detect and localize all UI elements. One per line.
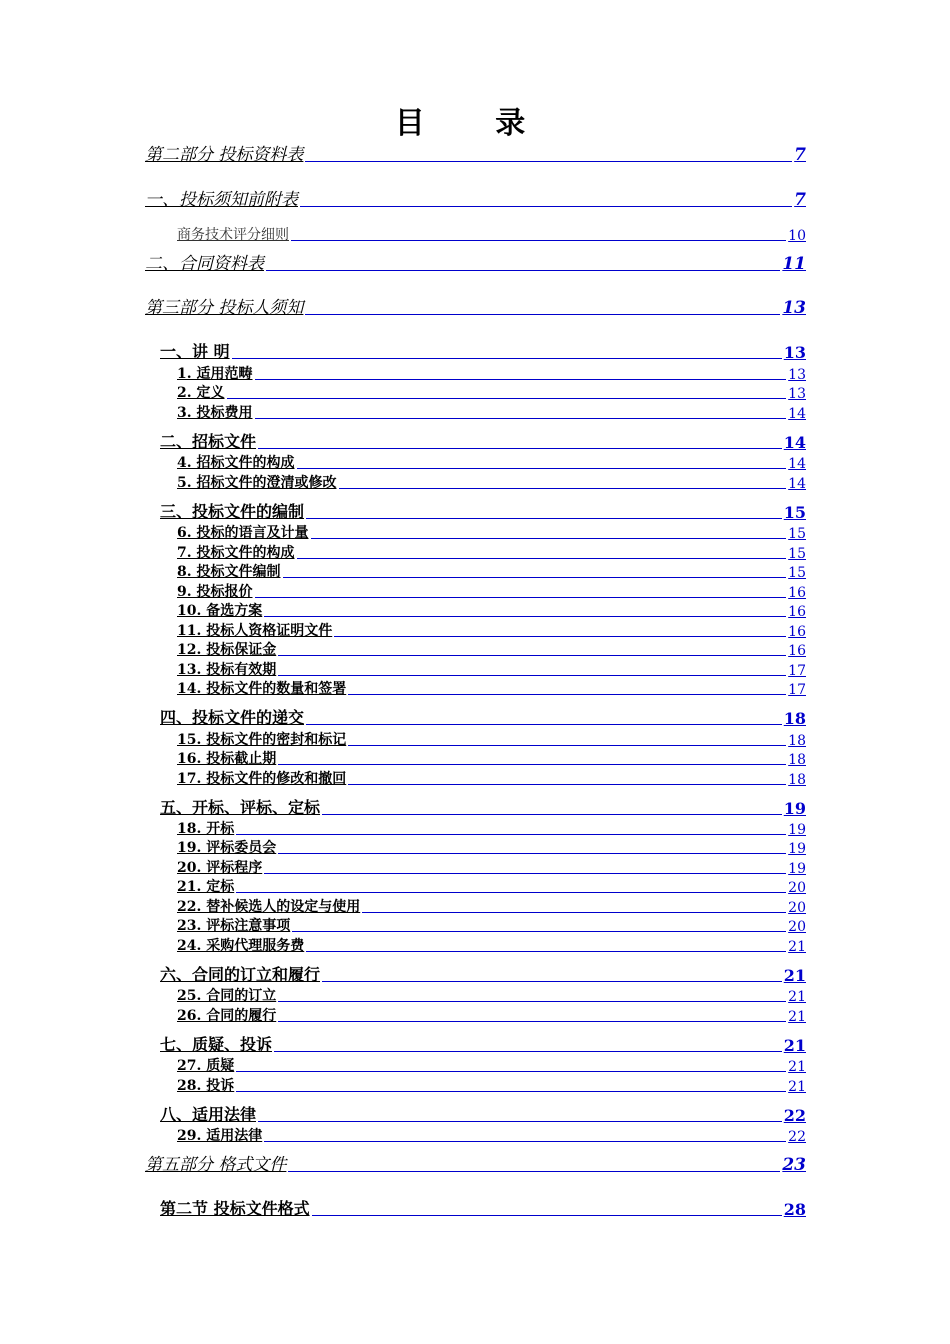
toc-leader-line [305, 314, 780, 315]
toc-entry[interactable] [160, 340, 806, 362]
toc-entry-page-link[interactable]: 18 [788, 772, 806, 788]
toc-entry[interactable] [160, 1197, 806, 1219]
toc-entry-label: 27. 质疑 [177, 1058, 235, 1074]
toc-entry[interactable] [177, 559, 806, 581]
toc-entry-page-link[interactable]: 22 [788, 1129, 806, 1145]
toc-entry-page-link[interactable]: 7 [794, 145, 806, 165]
toc-entry-page-link[interactable]: 13 [788, 386, 806, 402]
toc-entry-label: 16. 投标截止期 [177, 751, 277, 767]
toc-leader-line [278, 764, 786, 765]
toc-entry-label: 六、合同的订立和履行 [160, 965, 321, 984]
toc-leader-line [278, 655, 786, 656]
toc-leader-line [278, 853, 786, 854]
toc-entry[interactable] [160, 706, 806, 728]
toc-entry-label: 13. 投标有效期 [177, 662, 277, 678]
toc-entry-page-link[interactable]: 21 [788, 989, 806, 1005]
toc-entry[interactable] [177, 766, 806, 788]
toc-leader-line [305, 161, 792, 162]
toc-entry-label: 2. 定义 [177, 385, 225, 401]
toc-entry-page-link[interactable]: 20 [788, 880, 806, 896]
toc-entry-page-link[interactable]: 13 [782, 298, 806, 318]
toc-leader-line [264, 1141, 786, 1142]
toc-entry[interactable] [177, 1053, 806, 1075]
toc-entry-label: 二、合同资料表 [145, 254, 264, 274]
toc-entry-label: 10. 备选方案 [177, 603, 263, 619]
toc-entry-label: 20. 评标程序 [177, 860, 263, 876]
toc-leader-line [236, 1091, 786, 1092]
toc-leader-line [348, 694, 786, 695]
toc-entry-label: 21. 定标 [177, 879, 235, 895]
toc-entry-page-link[interactable]: 22 [783, 1106, 806, 1125]
toc-entry-label: 29. 适用法律 [177, 1128, 263, 1144]
toc-entry-page-link[interactable]: 20 [788, 919, 806, 935]
toc-leader-line [322, 981, 782, 982]
toc-entry[interactable] [177, 222, 806, 244]
toc-entry-label: 一、投标须知前附表 [145, 190, 298, 210]
toc-leader-line [306, 951, 786, 952]
toc-entry[interactable] [177, 746, 806, 768]
toc-entry[interactable] [177, 874, 806, 896]
toc-entry-label: 四、投标文件的递交 [160, 708, 305, 727]
toc-leader-line [255, 418, 787, 419]
toc-leader-line [322, 814, 782, 815]
toc-leader-line [297, 468, 787, 469]
toc-entry-label: 七、质疑、投诉 [160, 1035, 273, 1054]
toc-entry[interactable] [177, 676, 806, 698]
toc-entry-page-link[interactable]: 21 [788, 939, 806, 955]
toc-entry[interactable] [160, 500, 806, 522]
toc-entry[interactable] [177, 470, 806, 492]
toc-entry-label: 9. 投标报价 [177, 584, 253, 600]
toc-entry-label: 3. 投标费用 [177, 405, 253, 421]
toc-entry[interactable] [177, 835, 806, 857]
toc-entry-label: 五、开标、评标、定标 [160, 798, 321, 817]
toc-entry[interactable] [145, 1153, 806, 1175]
toc-entry-page-link[interactable]: 17 [788, 663, 806, 679]
toc-leader-line [227, 398, 787, 399]
toc-entry-label: 第五部分 格式文件 [145, 1155, 287, 1175]
toc-leader-line [236, 1071, 786, 1072]
toc-entry-label: 11. 投标人资格证明文件 [177, 623, 333, 639]
toc-entry[interactable] [177, 1003, 806, 1025]
toc-entry[interactable] [160, 1033, 806, 1055]
toc-entry-page-link[interactable]: 18 [788, 752, 806, 768]
toc-entry-page-link[interactable]: 21 [788, 1079, 806, 1095]
toc-entry-page-link[interactable]: 19 [788, 861, 806, 877]
toc-entry-label: 第二节 投标文件格式 [160, 1199, 310, 1218]
toc-entry-label: 28. 投诉 [177, 1078, 235, 1094]
toc-entry[interactable] [160, 796, 806, 818]
toc-entry-label: 八、适用法律 [160, 1105, 257, 1124]
toc-entry[interactable] [160, 430, 806, 452]
toc-entry[interactable] [160, 963, 806, 985]
toc-entry-label: 三、投标文件的编制 [160, 502, 305, 521]
toc-leader-line [339, 488, 787, 489]
toc-leader-line [258, 1121, 782, 1122]
toc-entry-page-link[interactable]: 15 [783, 503, 806, 522]
toc-entry[interactable] [177, 450, 806, 472]
toc-entry-page-link[interactable]: 7 [794, 190, 806, 210]
toc-leader-line [292, 931, 786, 932]
toc-entry-page-link[interactable]: 15 [788, 526, 806, 542]
toc-leader-line [311, 538, 787, 539]
toc-entry-page-link[interactable]: 15 [788, 565, 806, 581]
toc-entry-page-link[interactable]: 16 [788, 604, 806, 620]
toc-leader-line [300, 206, 792, 207]
toc-entry-label: 19. 评标委员会 [177, 840, 277, 856]
toc-entry[interactable] [177, 933, 806, 955]
toc-entry[interactable] [145, 252, 806, 274]
toc-leader-line [306, 724, 782, 725]
toc-entry-label: 商务技术评分细则 [177, 227, 289, 243]
toc-entry[interactable] [177, 983, 806, 1005]
toc-entry-label: 25. 合同的订立 [177, 988, 277, 1004]
toc-entry-page-link[interactable]: 16 [788, 643, 806, 659]
toc-entry-label: 1. 适用范畴 [177, 366, 253, 382]
toc-entry-page-link[interactable]: 16 [788, 624, 806, 640]
toc-entry-page-link[interactable]: 17 [788, 682, 806, 698]
toc-entry-label: 23. 评标注意事项 [177, 918, 291, 934]
toc-entry-label: 24. 采购代理服务费 [177, 938, 305, 954]
toc-entry-label: 5. 招标文件的澄清或修改 [177, 475, 337, 491]
toc-entry-page-link[interactable]: 19 [783, 799, 806, 818]
toc-entry-page-link[interactable]: 18 [783, 709, 806, 728]
toc-entry-label: 4. 招标文件的构成 [177, 455, 295, 471]
toc-entry-page-link[interactable]: 16 [788, 585, 806, 601]
toc-leader-line [266, 270, 780, 271]
toc-leader-line [232, 358, 782, 359]
toc-entry-page-link[interactable]: 14 [783, 433, 806, 452]
toc-leader-line [291, 240, 786, 241]
toc-entry[interactable] [177, 1073, 806, 1095]
toc-entry[interactable] [177, 598, 806, 620]
toc-leader-line [264, 616, 786, 617]
toc-leader-line [348, 784, 786, 785]
toc-entry-label: 17. 投标文件的修改和撤回 [177, 771, 347, 787]
toc-leader-line [278, 1021, 786, 1022]
toc-entry-label: 第三部分 投标人须知 [145, 298, 304, 318]
toc-entry-label: 一、讲 明 [160, 342, 230, 361]
toc-entry-page-link[interactable]: 21 [783, 1036, 806, 1055]
toc-entry[interactable] [160, 1103, 806, 1125]
toc-leader-line [283, 577, 787, 578]
toc-entry-page-link[interactable]: 13 [788, 367, 806, 383]
toc-entry-page-link[interactable]: 19 [788, 822, 806, 838]
toc-leader-line [274, 1051, 782, 1052]
toc-entry-page-link[interactable]: 14 [788, 476, 806, 492]
toc-entry-page-link[interactable]: 14 [788, 406, 806, 422]
toc-entry-page-link[interactable]: 11 [782, 254, 806, 274]
toc-entry-page-link[interactable]: 13 [783, 343, 806, 362]
toc-entry-page-link[interactable]: 19 [788, 841, 806, 857]
toc-leader-line [306, 518, 782, 519]
toc-entry[interactable] [177, 637, 806, 659]
toc-leader-line [312, 1215, 782, 1216]
toc-entry-page-link[interactable]: 21 [788, 1009, 806, 1025]
toc-entry[interactable] [177, 520, 806, 542]
toc-entry-label: 15. 投标文件的密封和标记 [177, 732, 347, 748]
toc-entry[interactable] [177, 913, 806, 935]
toc-entry-label: 6. 投标的语言及计量 [177, 525, 309, 541]
toc-leader-line [236, 892, 786, 893]
toc-entry-page-link[interactable]: 21 [788, 1059, 806, 1075]
toc-entry-page-link[interactable]: 10 [788, 228, 806, 244]
toc-entry-page-link[interactable]: 28 [783, 1200, 806, 1219]
toc-entry-page-link[interactable]: 14 [788, 456, 806, 472]
toc-entry-label: 12. 投标保证金 [177, 642, 277, 658]
toc-entry-label: 第二部分 投标资料表 [145, 145, 304, 165]
toc-entry-page-link[interactable]: 21 [783, 966, 806, 985]
toc-entry[interactable] [145, 296, 806, 318]
toc-entry-label: 26. 合同的履行 [177, 1008, 277, 1024]
toc-entry[interactable] [177, 1123, 806, 1145]
toc-entry[interactable] [145, 188, 806, 210]
toc-entry-page-link[interactable]: 15 [788, 546, 806, 562]
toc-entry-label: 8. 投标文件编制 [177, 564, 281, 580]
toc-leader-line [258, 448, 782, 449]
toc-entry[interactable] [177, 380, 806, 402]
toc-entry-label: 7. 投标文件的构成 [177, 545, 295, 561]
toc-entry[interactable] [145, 143, 806, 165]
toc-leader-line [278, 1001, 786, 1002]
toc-entry-page-link[interactable]: 20 [788, 900, 806, 916]
toc-leader-line [288, 1171, 780, 1172]
toc-entry-label: 14. 投标文件的数量和签署 [177, 681, 347, 697]
toc-entry-page-link[interactable]: 23 [782, 1155, 806, 1175]
toc-entry[interactable] [177, 400, 806, 422]
toc-entry-label: 18. 开标 [177, 821, 235, 837]
toc-entry-label: 22. 替补候选人的设定与使用 [177, 899, 361, 915]
page-title: 目 录 [394, 106, 556, 141]
toc-entry-page-link[interactable]: 18 [788, 733, 806, 749]
toc-entry-label: 二、招标文件 [160, 432, 257, 451]
